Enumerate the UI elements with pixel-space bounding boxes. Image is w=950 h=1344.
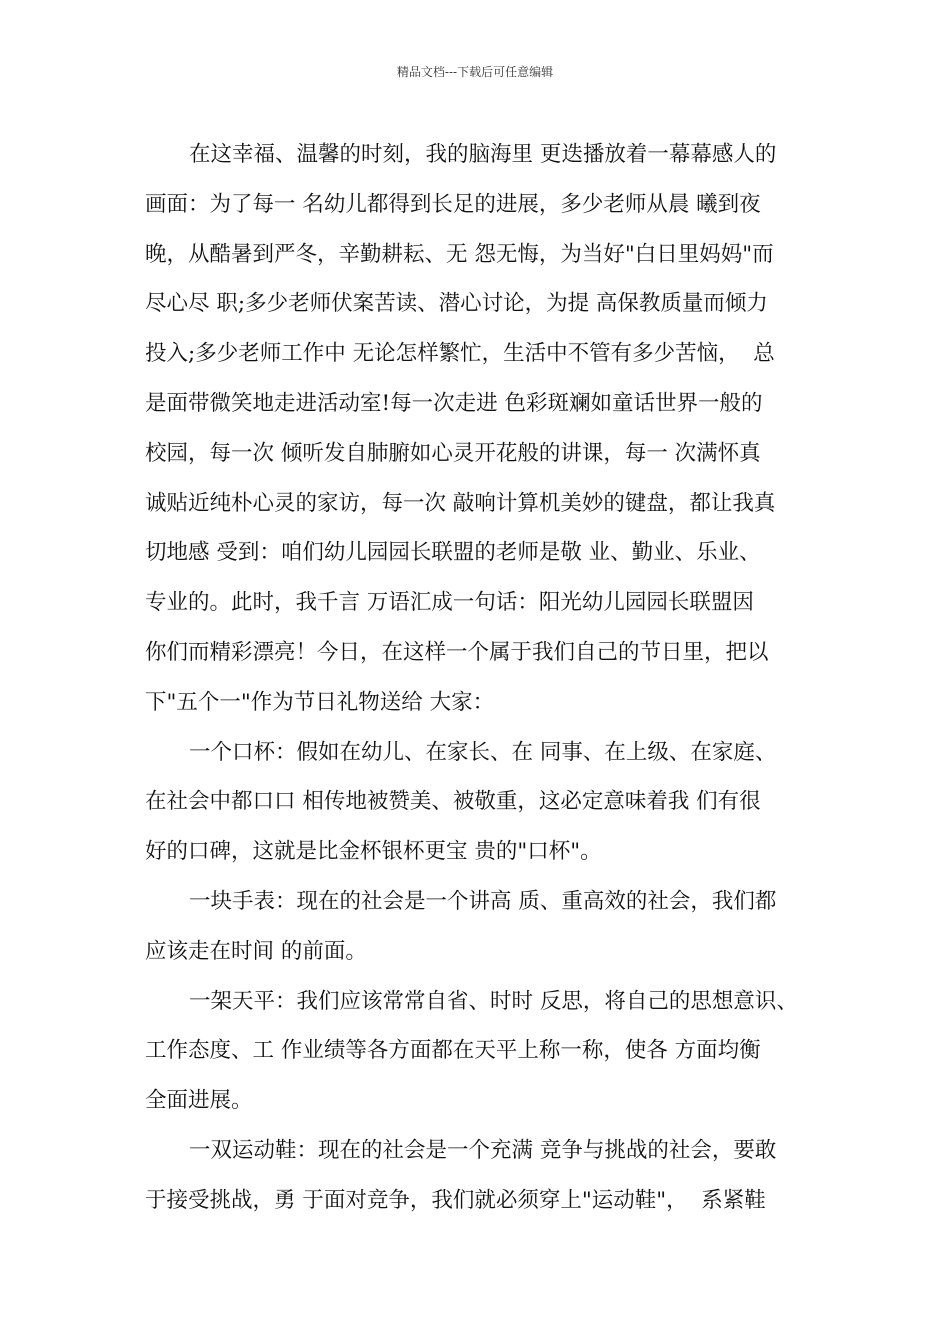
paragraph-shoes xyxy=(145,1126,845,1226)
paragraph-cup xyxy=(145,728,845,877)
text-line: 诚贴近纯朴心灵的家访，每一次 敲响计算机美妙的键盘，都让我真 xyxy=(145,490,776,516)
text-line: 一架天平：我们应该常常自省、时时 反思，将自己的思想意识、 xyxy=(189,988,798,1014)
page-header: 精品文档---下载后可任意编辑 xyxy=(396,65,554,79)
text-line: 好的口碑，这就是比金杯银杯更宝 贵的"口杯"。 xyxy=(145,839,602,865)
text-line: 校园，每一次 倾听发自肺腑如心灵开花般的讲课，每一 次满怀真 xyxy=(145,440,761,466)
text-line: 晚，从酷暑到严冬，辛勤耕耘、无 怨无悔，为当好"白日里妈妈"而 xyxy=(145,241,774,267)
document-body xyxy=(145,130,845,1226)
text-line: 应该走在时间 的前面。 xyxy=(145,938,367,964)
text-line: 你们而精彩漂亮！今日，在这样一个属于我们自己的节日里，把以 xyxy=(145,639,769,665)
text-line: 投入;多少老师工作中 无论怎样繁忙，生活中不管有多少苦恼， 总 xyxy=(145,341,775,367)
text-line: 一双运动鞋：现在的社会是一个充满 竞争与挑战的社会，要敢 xyxy=(189,1137,777,1163)
paragraph-scale xyxy=(145,977,845,1126)
text-line: 于接受挑战，勇 于面对竞争，我们就必须穿上"运动鞋"， 系紧鞋 xyxy=(145,1187,766,1213)
text-line: 专业的。此时，我千言 万语汇成一句话：阳光幼儿园园长联盟因 xyxy=(145,590,754,616)
text-line: 全面进展。 xyxy=(145,1088,253,1114)
text-line: 画面：为了每一 名幼儿都得到长足的进展，多少老师从晨 曦到夜 xyxy=(145,191,761,217)
text-line: 下"五个一"作为节日礼物送给 大家： xyxy=(145,689,495,715)
text-line: 在这幸福、温馨的时刻，我的脑海里 更迭播放着一幕幕感人的 xyxy=(189,142,777,167)
text-line: 是面带微笑地走进活动室!每一次走进 色彩斑斓如童话世界一般的 xyxy=(145,390,763,416)
text-line: 切地感 受到：咱们幼儿园园长联盟的老师是敬 业、勤业、乐业、 xyxy=(145,540,761,566)
text-line: 在社会中都口口 相传地被赞美、被敬重，这必定意味着我 们有很 xyxy=(145,789,761,815)
paragraph-watch xyxy=(145,877,845,977)
text-line: 一块手表：现在的社会是一个讲高 质、重高效的社会，我们都 xyxy=(189,888,777,914)
paragraph-intro xyxy=(145,130,845,728)
text-line: 工作态度、工 作业绩等各方面都在天平上称一称，使各 方面均衡 xyxy=(145,1038,761,1064)
text-line: 尽心尽 职;多少老师伏案苦读、潜心讨论，为提 高保教质量而倾力 xyxy=(145,291,768,317)
text-line: 一个口杯：假如在幼儿、在家长、在 同事、在上级、在家庭、 xyxy=(189,739,777,765)
